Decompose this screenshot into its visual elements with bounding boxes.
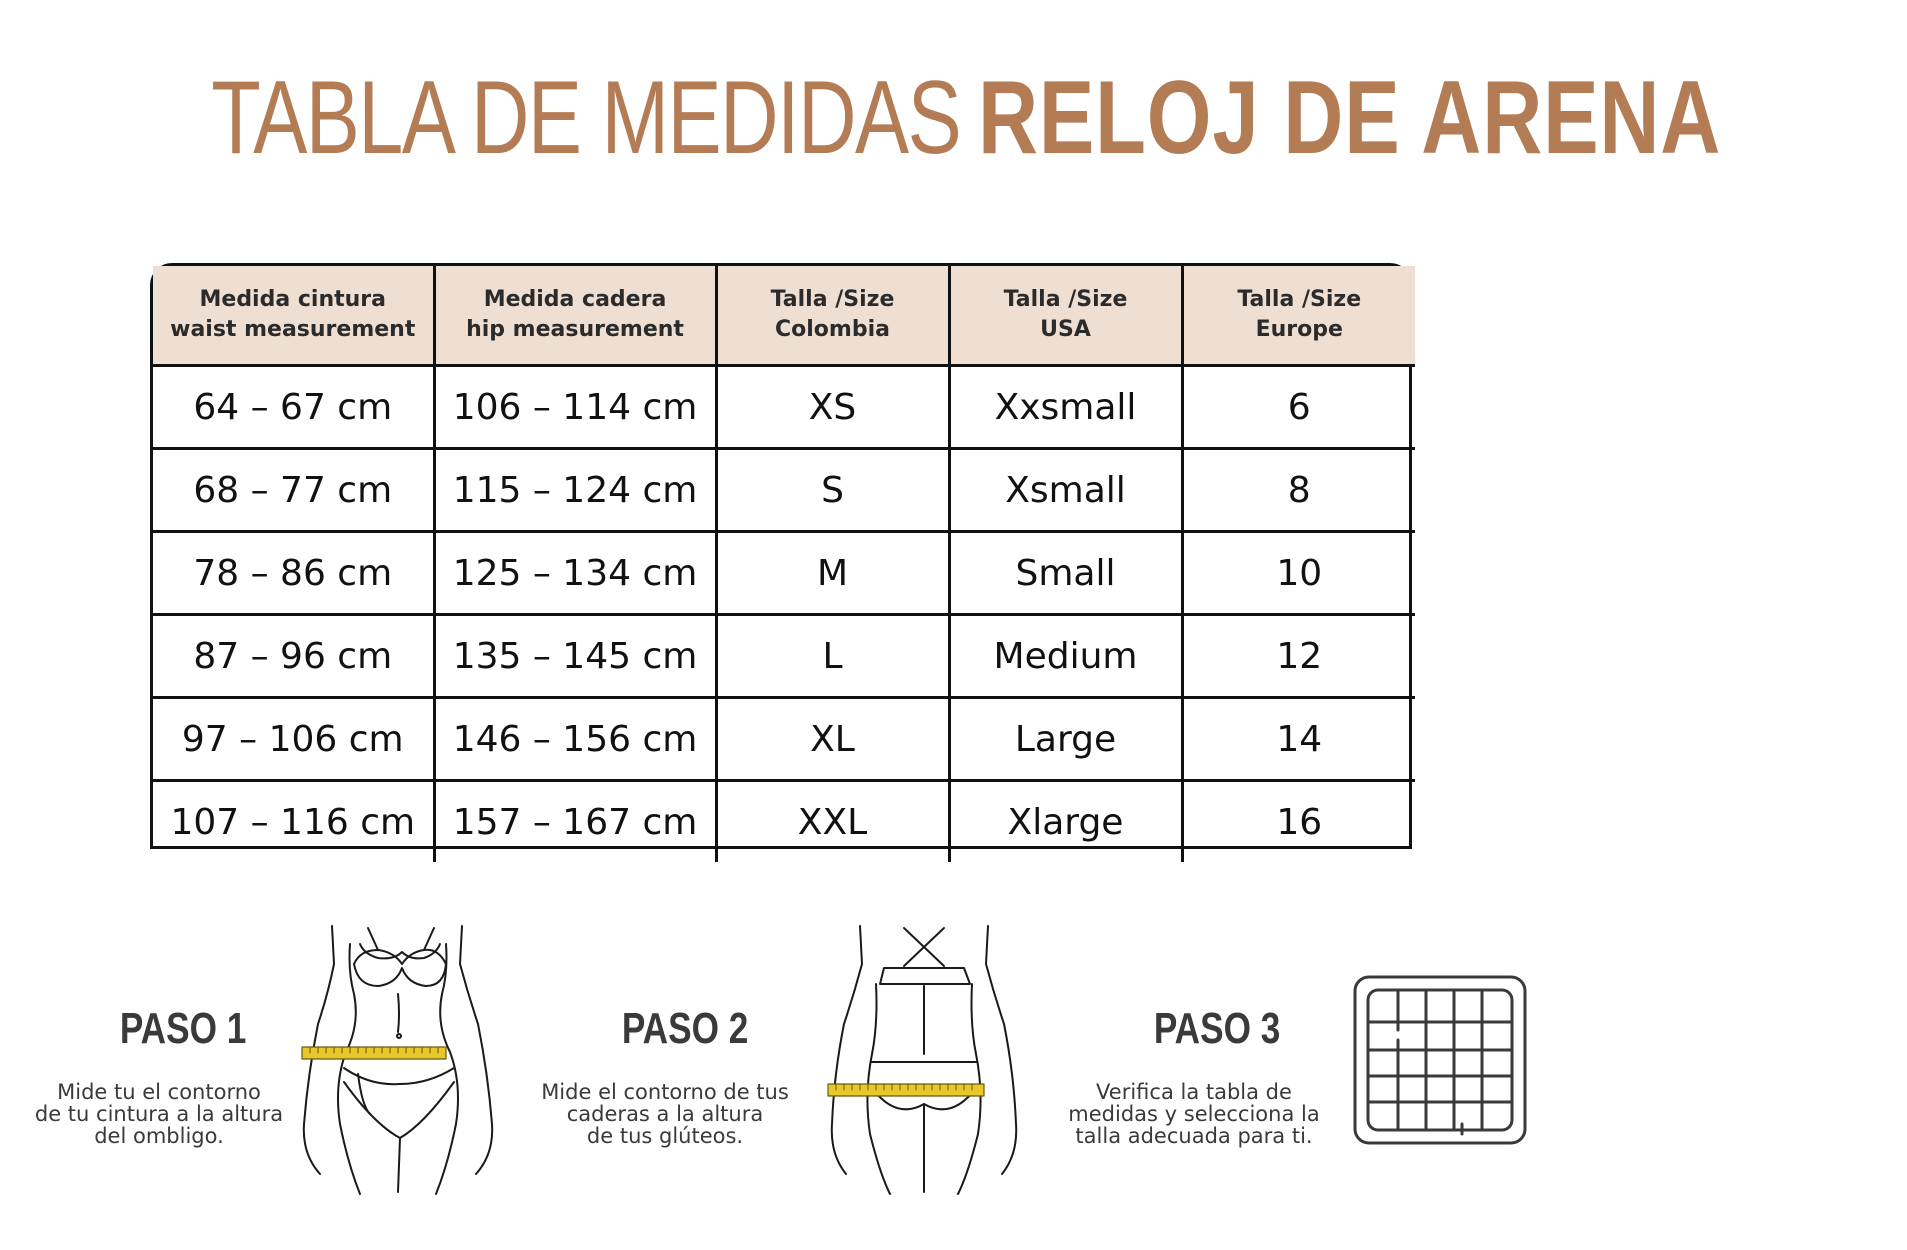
step-2-text (530, 1081, 800, 1147)
step-1-line: Mide tu el contorno (57, 1080, 261, 1104)
hip-cell: 106 – 114 cm (434, 366, 716, 449)
size-europe-cell: 12 (1182, 615, 1415, 698)
size-colombia-cell: S (716, 449, 949, 532)
step-1-line: de tu cintura a la altura (34, 1102, 284, 1126)
hip-cell: 146 – 156 cm (434, 698, 716, 781)
size-europe-cell: 8 (1182, 449, 1415, 532)
step-1-title: PASO 1 (119, 1004, 247, 1053)
page-title-light: TABLA DE MEDIDAS (211, 60, 961, 176)
header-size-label: Talla /Size (1003, 287, 1128, 312)
header-size-region: Europe (1255, 317, 1343, 342)
table-row (153, 615, 1415, 698)
header-hip (434, 266, 716, 366)
waist-cell: 107 – 116 cm (153, 781, 434, 863)
size-europe-cell: 14 (1182, 698, 1415, 781)
step-1-line: del ombligo. (94, 1124, 224, 1148)
size-usa-cell: Xxsmall (949, 366, 1182, 449)
hip-cell: 157 – 167 cm (434, 781, 716, 863)
step-2-line: de tus glúteos. (586, 1124, 744, 1148)
step-3-title: PASO 3 (1153, 1004, 1281, 1053)
table-row (153, 532, 1415, 615)
table-row (153, 698, 1415, 781)
size-colombia-cell: L (716, 615, 949, 698)
step-3-line: Verifica la tabla de (1096, 1080, 1292, 1104)
step-2-line: caderas a la altura (566, 1102, 764, 1126)
step-2-title: PASO 2 (621, 1004, 749, 1053)
header-waist-en: waist measurement (170, 317, 416, 342)
step-3-text (1058, 1081, 1330, 1147)
header-size-label: Talla /Size (770, 287, 895, 312)
size-usa-cell: Large (949, 698, 1182, 781)
size-usa-cell: Small (949, 532, 1182, 615)
step-1-text (28, 1081, 290, 1147)
size-colombia-cell: XS (716, 366, 949, 449)
page-title-bold: RELOJ DE ARENA (978, 60, 1722, 176)
waist-cell: 87 – 96 cm (153, 615, 434, 698)
waist-cell: 64 – 67 cm (153, 366, 434, 449)
size-colombia-cell: M (716, 532, 949, 615)
header-size-region: USA (1040, 317, 1091, 342)
header-hip-en: hip measurement (466, 317, 684, 342)
hip-cell: 135 – 145 cm (434, 615, 716, 698)
waist-cell: 68 – 77 cm (153, 449, 434, 532)
waist-cell: 97 – 106 cm (153, 698, 434, 781)
size-table (150, 263, 1412, 849)
page-title (0, 58, 1722, 178)
step-3-line: medidas y selecciona la (1068, 1102, 1320, 1126)
header-size-label: Talla /Size (1237, 287, 1362, 312)
size-usa-cell: Medium (949, 615, 1182, 698)
size-usa-cell: Xsmall (949, 449, 1182, 532)
header-waist-es: Medida cintura (199, 287, 386, 312)
hip-cell: 115 – 124 cm (434, 449, 716, 532)
table-header-row (153, 266, 1415, 366)
header-size-colombia (716, 266, 949, 366)
size-colombia-cell: XL (716, 698, 949, 781)
header-size-usa (949, 266, 1182, 366)
table-row (153, 449, 1415, 532)
table-row (153, 366, 1415, 449)
size-colombia-cell: XXL (716, 781, 949, 863)
size-europe-cell: 16 (1182, 781, 1415, 863)
header-waist (153, 266, 434, 366)
header-size-region: Colombia (775, 317, 890, 342)
step-3-line: talla adecuada para ti. (1075, 1124, 1313, 1148)
hip-cell: 125 – 134 cm (434, 532, 716, 615)
back-body-hip-tape-icon (824, 924, 1024, 1196)
size-table-grid-icon (1352, 974, 1528, 1146)
waist-cell: 78 – 86 cm (153, 532, 434, 615)
size-europe-cell: 6 (1182, 366, 1415, 449)
table-row (153, 781, 1415, 863)
header-size-europe (1182, 266, 1415, 366)
size-usa-cell: Xlarge (949, 781, 1182, 863)
size-europe-cell: 10 (1182, 532, 1415, 615)
step-2-line: Mide el contorno de tus (541, 1080, 789, 1104)
front-body-waist-tape-icon (298, 924, 498, 1196)
header-hip-es: Medida cadera (483, 287, 667, 312)
